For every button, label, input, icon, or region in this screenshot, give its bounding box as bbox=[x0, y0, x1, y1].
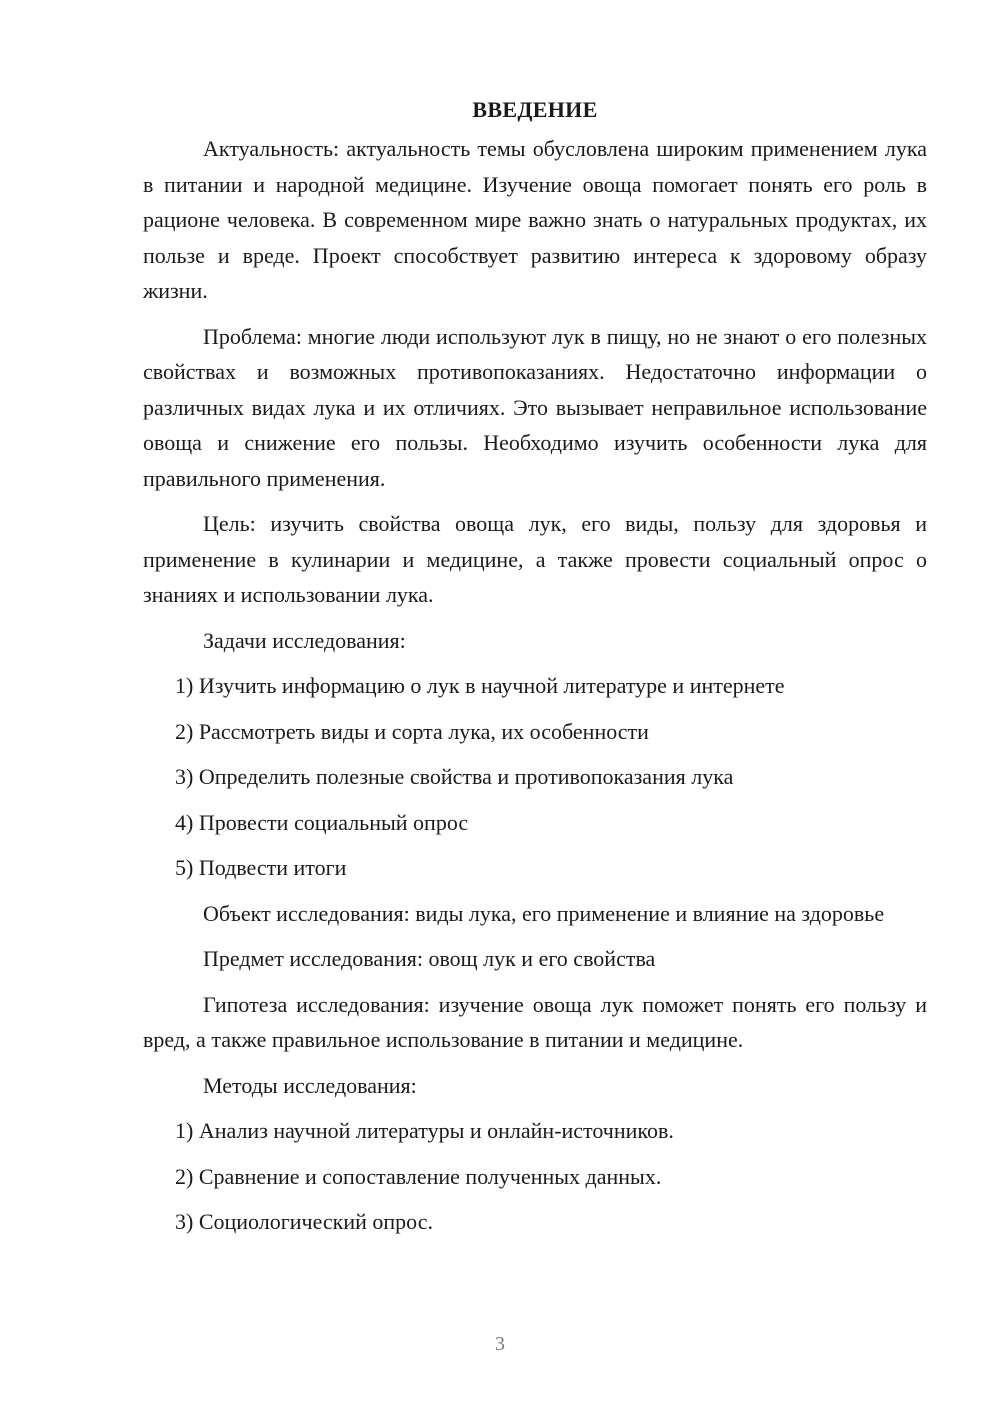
list-item: 2) Сравнение и сопоставление полученных данных. bbox=[175, 1163, 662, 1189]
relevance-paragraph: Актуальность: актуальность темы обусловлена широким применением лука в питании и народной медицине. Изучение овоща помогает понять его роль в рационе человека. В современном мире важно знать о натуральных продуктах, их пользе и вреде. Проект способствует развитию интереса к здоровому образу жизни. bbox=[143, 136, 927, 303]
tasks-list bbox=[143, 668, 927, 886]
subject-paragraph: Предмет исследования: овощ лук и его свойства bbox=[203, 946, 656, 971]
list-item: 3) Определить полезные свойства и противопоказания лука bbox=[175, 764, 734, 789]
object-paragraph: Объект исследования: виды лука, его применение и влияние на здоровье bbox=[203, 900, 885, 926]
list-item: 3) Социологический опрос. bbox=[175, 1209, 433, 1234]
page-content bbox=[143, 92, 927, 1250]
problem-paragraph: Проблема: многие люди используют лук в пищу, но не знают о его полезных свойствах и возможных противопоказаниях. Недостаточно информации о различных видах лука и их отличиях. Это вызывает неправильное использование овоща и снижение его пользы. Необходимо изучить особенности лука для правильного применения. bbox=[143, 323, 927, 491]
goal-paragraph: Цель: изучить свойства овоща лук, его виды, пользу для здоровья и применение в кулинарии и медицине, а также провести социальный опрос о знаниях и использовании лука. bbox=[143, 511, 927, 607]
hypothesis-paragraph: Гипотеза исследования: изучение овоща лук поможет понять его пользу и вред, а также правильное использование в питании и медицине. bbox=[143, 991, 927, 1052]
list-item: 2) Рассмотреть виды и сорта лука, их особенности bbox=[175, 718, 649, 744]
list-item: 1) Анализ научной литературы и онлайн-источников. bbox=[175, 1118, 674, 1143]
list-item: 1) Изучить информацию о лук в научной литературе и интернете bbox=[175, 673, 785, 698]
page-number: 3 bbox=[495, 1333, 505, 1355]
tasks-title: Задачи исследования: bbox=[203, 627, 406, 653]
methods-title: Методы исследования: bbox=[203, 1072, 417, 1098]
list-item: 5) Подвести итоги bbox=[175, 855, 347, 880]
methods-list bbox=[143, 1113, 927, 1240]
section-heading: ВВЕДЕНИЕ bbox=[472, 97, 598, 122]
list-item: 4) Провести социальный опрос bbox=[175, 809, 469, 835]
